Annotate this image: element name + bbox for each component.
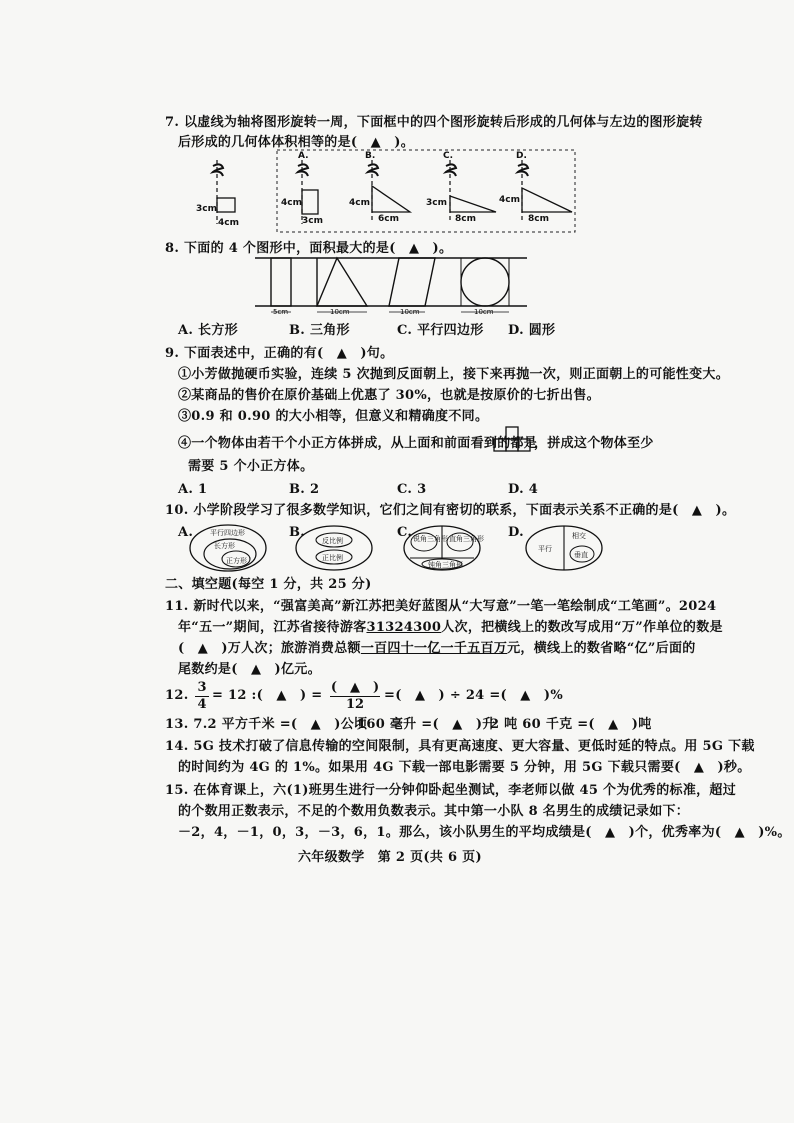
q12-fraction-3-4: [195, 680, 209, 713]
q7-option-a-width: 3cm: [302, 216, 323, 226]
q12-part2: =( ▲ ) ÷ 24 =( ▲ )%: [384, 688, 563, 703]
q10-b-label-1: 反比例: [322, 537, 343, 545]
q7-option-c-height: 3cm: [426, 198, 447, 208]
q7-ref-width: 4cm: [218, 218, 239, 228]
q10-c-label-2: 直角三角形: [449, 535, 484, 543]
q10-line1: 10. 小学阶段学习了很多数学知识，它们之间有密切的联系，下面表示关系不正确的是( ▲ )。: [165, 503, 736, 518]
q12-numerator: 3: [197, 680, 207, 695]
q13-part-b: 160 毫升 =( ▲ )升: [357, 717, 496, 732]
q8-option-b: B. 三角形: [289, 323, 350, 338]
q8-dim-parallelogram: 10cm: [400, 308, 420, 316]
q9-statement-4c: 需要 5 个小正方体。: [188, 459, 314, 474]
q9-option-b: B. 2: [289, 482, 320, 497]
q11-line4: 尾数约是( ▲ )亿元。: [178, 662, 321, 677]
q7-option-b-key: B.: [365, 151, 376, 161]
q10-key-b: B.: [289, 525, 306, 540]
q9-cube-view-icon: [494, 425, 534, 453]
q10-d-label-3: 垂直: [574, 551, 588, 559]
q9-statement-1: ①小芳做抛硬币实验，连续 5 次抛到反面朝上，接下来再抛一次，则正面朝上的可能性变大。: [178, 367, 729, 382]
q12-frac-denominator: 12: [330, 696, 380, 713]
q7-option-d-width: 8cm: [528, 214, 549, 224]
q8-dim-circle: 10cm: [474, 308, 494, 316]
q9-statement-3: ③0.9 和 0.90 的大小相等，但意义和精确度不同。: [178, 409, 489, 424]
q12-denominator: 4: [195, 696, 209, 713]
q12-fraction-blank-12: [330, 680, 380, 713]
q13-part-a: 13. 7.2 平方千米 =( ▲ )公顷: [165, 717, 368, 732]
q9-statement-2: ②某商品的售价在原价基础上优惠了 30%，也就是按原价的七折出售。: [178, 388, 600, 403]
q8-option-c: C. 平行四边形: [397, 323, 484, 338]
q12-frac-numerator: ( ▲ ): [330, 680, 380, 695]
q8-dim-triangle: 10cm: [330, 308, 350, 316]
q7-option-d-key: D.: [516, 151, 527, 161]
q14-line1: 14. 5G 技术打破了信息传输的空间限制，具有更高速度、更大容量、更低时延的特点。用 5G 下载: [165, 739, 755, 754]
q13-part-c: 2 吨 60 千克 =( ▲ )吨: [490, 717, 652, 732]
q11-line1: 11. 新时代以来，“强富美高”新江苏把美好蓝图从“大写意”一笔一笔绘制成“工笔画”。2024: [165, 599, 717, 614]
q11-line3-a: ( ▲ )万人次；旅游消费总额: [178, 641, 361, 656]
q9-statement-4b: ，拼成这个物体至少: [534, 436, 654, 451]
q10-b-label-2: 正比例: [322, 554, 343, 562]
q11-line2-b: 人次，把横线上的数改写成用“万”作单位的数是: [441, 620, 723, 635]
q7-option-c-key: C.: [443, 151, 454, 161]
q11-line3: [178, 640, 696, 658]
q8-line1: 8. 下面的 4 个图形中，面积最大的是( ▲ )。: [165, 241, 453, 256]
q7-option-a-key: A.: [298, 151, 309, 161]
q7-ref-height: 3cm: [196, 204, 217, 214]
q15-line1: 15. 在体育课上，六(1)班男生进行一分钟仰卧起坐测试，李老师以做 45 个为优秀的标准，超过: [165, 783, 737, 798]
q15-line2: 的个数用正数表示，不足的个数用负数表示。其中第一小队 8 名男生的成绩记录如下：: [178, 804, 690, 819]
q10-key-c: C.: [397, 525, 413, 540]
q7-line2: 后形成的几何体体积相等的是( ▲ )。: [178, 135, 414, 150]
q7-option-c-width: 8cm: [455, 214, 476, 224]
q10-d-label-1: 平行: [538, 545, 552, 553]
q11-underlined-number: 31324300: [366, 620, 442, 635]
q10-diagram-b: [296, 524, 376, 572]
q8-dim-rect: 5cm: [273, 308, 289, 316]
q10-c-label-1: 锐角三角形: [413, 535, 448, 543]
q15-line3: －2，4，－1，0，3，－3，6，1。那么，该小队男生的平均成绩是( ▲ )个，优秀率为( ▲ )%。: [178, 825, 791, 840]
q10-a-label-1: 平行四边形: [210, 529, 245, 537]
q10-a-label-3: 正方形: [226, 557, 247, 565]
q10-key-d: D.: [508, 525, 524, 540]
q10-a-label-2: 长方形: [214, 542, 235, 550]
page-footer: 六年级数学 第 2 页(共 6 页): [298, 850, 482, 865]
q11-line2: [178, 619, 723, 637]
q9-statement-4a: ④一个物体由若干个小正方体拼成，从上面和前面看到的都是: [178, 436, 538, 451]
q7-option-a-height: 4cm: [281, 198, 302, 208]
q11-line2-a: 年“五一”期间，江苏省接待游客: [178, 620, 367, 635]
q12-label: 12.: [165, 688, 189, 703]
q7-option-b-width: 6cm: [378, 214, 399, 224]
q9-option-d: D. 4: [508, 482, 539, 497]
q10-c-label-3: 钝角三角形: [428, 561, 463, 569]
q12-part1: = 12 :( ▲ ) =: [212, 688, 323, 703]
q7-option-b-height: 4cm: [349, 198, 370, 208]
q10-d-label-2: 相交: [572, 532, 586, 540]
q8-option-d: D. 圆形: [508, 323, 556, 338]
q9-option-c: C. 3: [397, 482, 427, 497]
q11-line3-b: 元，横线上的数省略“亿”后面的: [507, 641, 696, 656]
section-2-heading: 二、填空题(每空 1 分，共 25 分): [165, 577, 372, 592]
q9-option-a: A. 1: [178, 482, 208, 497]
q7-option-d-height: 4cm: [499, 195, 520, 205]
q7-option-d-figure: [510, 160, 590, 230]
q7-line1: 7. 以虚线为轴将图形旋转一周，下面框中的四个图形旋转后形成的几何体与左边的图形旋转: [165, 115, 703, 130]
q9-line1: 9. 下面表述中，正确的有( ▲ )句。: [165, 346, 394, 361]
q11-underlined-amount: 一百四十一亿一千五百万: [360, 641, 508, 656]
q10-key-a: A.: [178, 525, 194, 540]
q14-line2: 的时间约为 4G 的 1%。如果用 4G 下载一部电影需要 5 分钟，用 5G 下载只需要( ▲ )秒。: [178, 760, 751, 775]
q8-option-a: A. 长方形: [178, 323, 238, 338]
